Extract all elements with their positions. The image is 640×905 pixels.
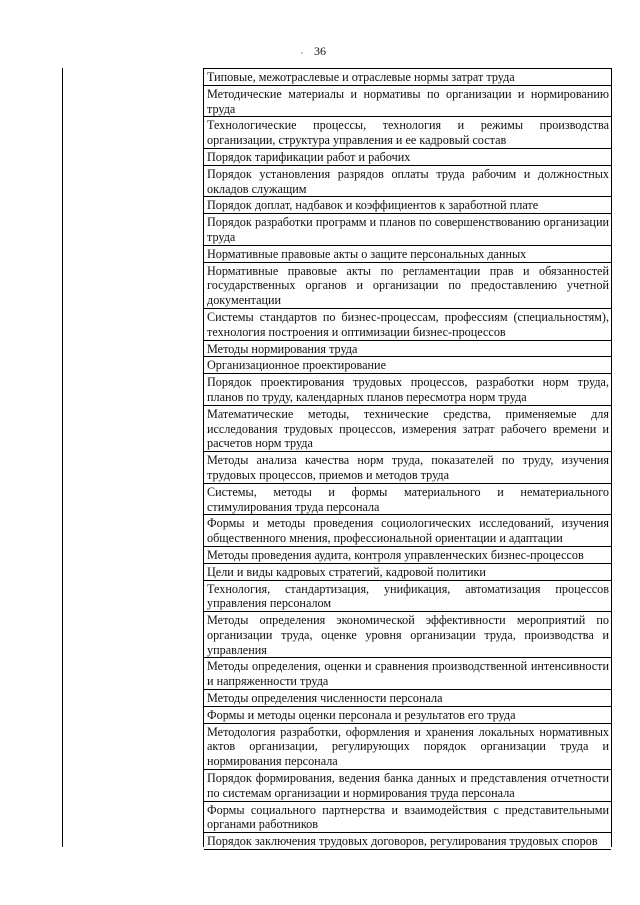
table-row: Системы, методы и формы материального и нематериального стимулирования труда персонала [204,483,611,515]
table-row: Нормативные правовые акты о защите персональных данных [204,245,611,262]
scan-mark: , [301,46,303,55]
table-row: Методология разработки, оформления и хранения локальных нормативных актов организации, регулирующих порядок организации труда и нормирования персонала [204,723,611,769]
table-row: Методические материалы и нормативы по организации и нормированию труда [204,85,611,117]
table-row: Порядок разработки программ и планов по совершенствованию организации труда [204,213,611,245]
table-row: Порядок тарификации работ и рабочих [204,148,611,165]
table-row: Формы и методы оценки персонала и результатов его труда [204,706,611,723]
table-row: Цели и виды кадровых стратегий, кадровой политики [204,563,611,580]
table-row: Методы определения численности персонала [204,689,611,706]
table-row: Нормативные правовые акты по регламентации прав и обязанностей государственных органов и организации по предоставлению учетной документации [204,262,611,308]
table-row: Методы определения, оценки и сравнения производственной интенсивности и напряженности труда [204,657,611,689]
table-row: Формы и методы проведения социологических исследований, изучения общественного мнения, профессиональной ориентации и адаптации [204,514,611,546]
table-row: Методы анализа качества норм труда, показателей по труду, изучения трудовых процессов, приемов и методов труда [204,451,611,483]
table-row: Технология, стандартизация, унификация, автоматизация процессов управления персоналом [204,580,611,612]
table-row: Порядок установления разрядов оплаты труда рабочим и должностных окладов служащим [204,165,611,197]
table-row: Математические методы, технические средства, применяемые для исследования трудовых процессов, измерения затрат рабочего времени и расчетов норм труда [204,405,611,451]
table-row: Технологические процессы, технология и режимы производства организации, структура управления и ее кадровый состав [204,116,611,148]
table-row: Методы нормирования труда [204,340,611,357]
table-right-column [204,68,611,850]
table-row: Формы социального партнерства и взаимодействия с представительными органами работников [204,801,611,833]
table-row: Порядок формирования, ведения банка данных и представления отчетности по системам организации и нормирования труда персонала [204,769,611,801]
knowledge-table [62,68,612,847]
table-row: Организационное проектирование [204,356,611,373]
page-number: 36 [314,44,326,58]
table-row: Методы проведения аудита, контроля управленческих бизнес-процессов [204,546,611,563]
table-row: Порядок доплат, надбавок и коэффициентов к заработной плате [204,196,611,213]
table-row: Системы стандартов по бизнес-процессам, профессиям (специальностям), технология построения и оптимизации бизнес-процессов [204,308,611,340]
table-row: Порядок заключения трудовых договоров, регулирования трудовых споров [204,832,611,850]
table-row: Типовые, межотраслевые и отраслевые нормы затрат труда [204,68,611,85]
table-left-column [63,68,204,847]
table-row: Методы определения экономической эффективности мероприятий по организации труда, оценке уровня организации труда, производства и управления [204,611,611,657]
table-row: Порядок проектирования трудовых процессов, разработки норм труда, планов по труду, календарных планов пересмотра норм труда [204,373,611,405]
